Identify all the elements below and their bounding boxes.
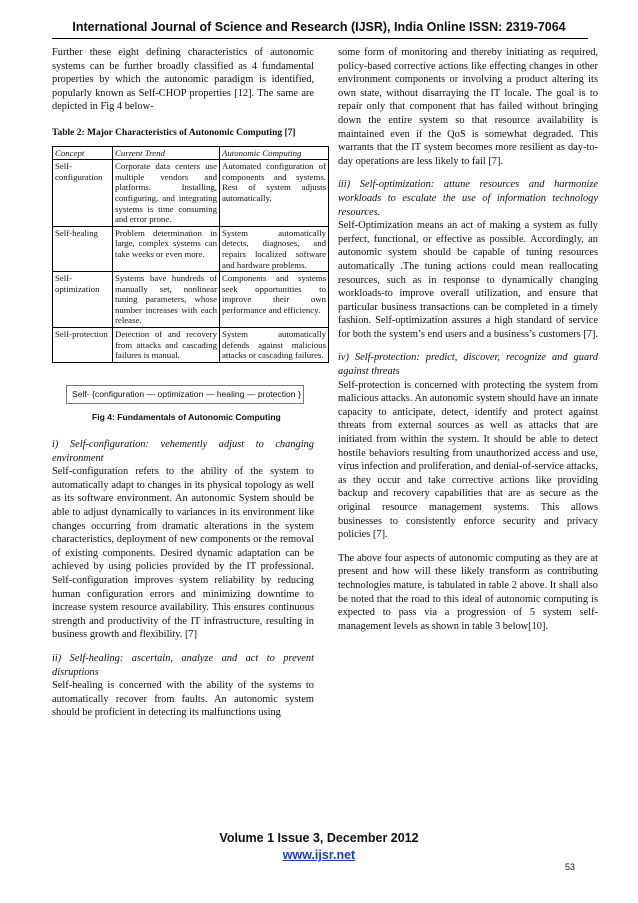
- table-cell: Self-configuration: [53, 160, 113, 227]
- table-cell: System automatically detects, diagnoses, and repairs localized software and hardware problems.: [220, 226, 329, 271]
- table-cell: Components and systems seek opportunities to improve their own performance and efficiency.: [220, 272, 329, 328]
- table-cell: System automatically defends against malicious attacks or cascading failures.: [220, 328, 329, 363]
- left-column: [52, 46, 326, 720]
- table-cell: Systems have hundreds of manually set, nonlinear tuning parameters, whose number increases with each release.: [113, 272, 220, 328]
- section-heading-self-protection: iv) Self-protection: predict, discover, recognize and guard against threats: [338, 352, 598, 378]
- figure-caption: Fig 4: Fundamentals of Autonomic Computing: [92, 412, 281, 423]
- footer: [0, 830, 638, 864]
- characteristics-table: [52, 146, 329, 363]
- self-healing-paragraph: Self-healing is concerned with the ability of the systems to automatically recover from faults. An autonomic system should be proficient in detecting its malfunctions using: [52, 680, 314, 719]
- table-cell: Self-healing: [53, 226, 113, 271]
- table-row: [53, 160, 329, 227]
- table-cell: Corporate data centers use multiple vendors and platforms. Installing, configuring, and integrating systems is time consuming and error prone.: [113, 160, 220, 227]
- table-header-cell: Current Trend: [113, 146, 220, 160]
- table-caption: Table 2: Major Characteristics of Autonomic Computing [7]: [52, 127, 296, 138]
- right-column: [338, 46, 598, 633]
- table-row: [53, 328, 329, 363]
- table-cell: Problem determination in large, complex systems can take weeks or even more.: [113, 226, 220, 271]
- self-configuration-paragraph: Self-configuration refers to the ability of the system to automatically adapt to changes in its physical topology as well as its software environment. An autonomic System should be able to adjust dynamically to variances in its environment like changes occurring from dramatic alterations in the system characteristics, deployment of new components or the removal of existing components. Desired dynamic adaptation can be achieved by using policies provided by the IT professional. Self-configuration improves system reliability by reducing human configuration errors and minimizing downtime to increase system resource availability. This ensures continuous strength and productivity of the IT infrastructure, resulting in business growth and flexibility. [7]: [52, 466, 314, 641]
- table-header-cell: Concept: [53, 146, 113, 160]
- table-header-row: [53, 146, 329, 160]
- page-number: 53: [565, 862, 576, 872]
- intro-paragraph: Further these eight defining characteristics of autonomic systems can be further broadly classified as 4 fundamental properties by which the autonomic paradigm is identified, popularly known as Self-CHOP properties [12]. The same are depicted in Fig 4 below-: [52, 47, 314, 113]
- footer-link[interactable]: www.ijsr.net: [282, 848, 356, 862]
- header-rule: [52, 38, 588, 39]
- table-row: [53, 226, 329, 271]
- figure-4-box: Self- {configuration — optimization — healing — protection }: [66, 385, 304, 405]
- self-optimization-paragraph: Self-Optimization means an act of making a system as fully perfect, functional, or effective as possible. Accordingly, an autonomic system should be capable of tuning resources automatically .The tuning actions could mean reallocating resources, such as in response to dynamically changing workloads-to improve overall utilization, and ensure that particular business transactions can be completed in a timely fashion. Self-optimization assures a high standard of service for both the system’s end users and a business’s customers [7].: [338, 220, 599, 340]
- table-cell: Automated configuration of components and systems. Rest of system adjusts automatically.: [220, 160, 329, 227]
- section-heading-self-healing: ii) Self-healing: ascertain, analyze and act to prevent disruptions: [52, 652, 314, 678]
- table-cell: Self-protection: [53, 328, 113, 363]
- closing-paragraph: The above four aspects of autonomic computing as they are at present and how will these likely transform as contributing technologies mature, is tabulated in table 2 above. It shall also be noted that the road to this ideal of autonomic computing is expected to pass via a progression of 5 system self-management levels as shown in table 3 below[10].: [338, 552, 598, 632]
- section-heading-self-configuration: i) Self-configuration: vehemently adjust to changing environment: [52, 439, 314, 464]
- self-healing-paragraph-continued: some form of monitoring and thereby initiating as required, policy-based corrective actions like effecting changes in other environment components or involving a product altering its own state, without disarraying the IT locale. The goal is to repair only that component that has failed without bringing down the entire system so that resource availability is maintained even if the QoS is somewhat degraded. This warrants that the IT system becomes more resilient as day-to-day operations are less likely to fail [7].: [338, 47, 598, 167]
- table-row: [53, 272, 329, 328]
- section-heading-self-optimization: iii) Self-optimization: attune resources and harmonize workloads to escalate the use of information technology resources.: [338, 179, 598, 218]
- table-cell: Detection of and recovery from attacks and cascading failures is manual.: [113, 328, 220, 363]
- journal-header: International Journal of Science and Research (IJSR), India Online ISSN: 2319-7064: [72, 20, 566, 34]
- table-cell: Self-optimization: [53, 272, 113, 328]
- footer-issue: Volume 1 Issue 3, December 2012: [219, 831, 419, 845]
- table-header-cell: Autonomic Computing: [220, 146, 329, 160]
- self-protection-paragraph: Self-protection is concerned with protecting the system from malicious attacks. An autonomic system should have an innate capacity to anticipate, detect, identify and protect against threats from external sources as well as attacks that are initiated from within the system. It should be able to detect hostile behaviors resulting from unauthorized access and use, virus infection and proliferation, and denial-of-service attacks, as they occur and take corrective actions like providing backup and recovery capabilities that are as secure as the original resource management systems. This allows businesses to consistently enforce security and privacy policies [7].: [338, 379, 598, 541]
